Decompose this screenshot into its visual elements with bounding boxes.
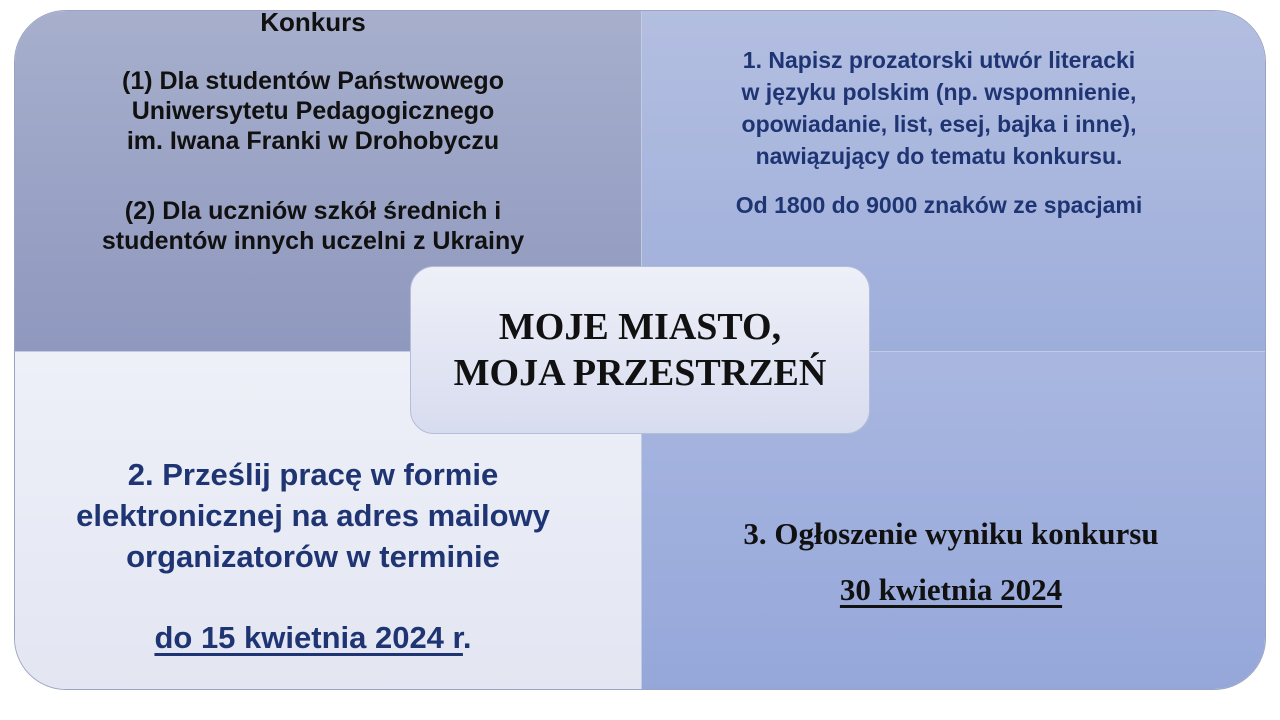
step-1-line: opowiadanie, list, esej, bajka i inne), [741,111,1137,137]
theme-line-2: MOJA PRZESTRZEŃ [453,352,827,394]
step-1-line: w języku polskim (np. wspomnienie, [741,79,1137,105]
group-1-line: Uniwersytetu Pedagogicznego [131,97,495,125]
participant-group-2 [0,196,626,256]
group-2-line: studentów innych uczelni z Ukrainy [101,227,525,255]
step-2-line: organizatorów w terminie [126,539,500,574]
step-1-line: 1. Napisz prozatorski utwór literacki [742,47,1136,73]
deadline-suffix: . [462,620,472,655]
results-date [626,570,1276,610]
step-2-line: 2. Prześlij pracę w formie [127,457,499,492]
step-1-line: nawiązujący do tematu konkursu. [755,143,1123,169]
submission-deadline [0,618,626,658]
contest-title: Konkurs [260,7,366,37]
contest-theme-box [410,266,870,434]
step-2-description [0,454,626,577]
group-1-line: im. Iwana Franki w Drohobyczu [126,127,500,155]
theme-line-1: MOJE MIASTO, [498,306,782,348]
participant-group-1 [0,66,626,156]
deadline-date: do 15 kwietnia 2024 r [154,620,463,655]
group-2-line: (2) Dla uczniów szkół średnich i [124,197,502,225]
results-date-value: 30 kwietnia 2024 [839,572,1063,607]
step-1-description [626,44,1252,172]
step-2-line: elektronicznej na adres mailowy [76,498,550,533]
character-limit: Od 1800 do 9000 znaków ze spacjami [735,192,1143,218]
group-1-line: (1) Dla studentów Państwowego [122,67,504,95]
step-3-description: 3. Ogłoszenie wyniku konkursu [743,516,1159,551]
